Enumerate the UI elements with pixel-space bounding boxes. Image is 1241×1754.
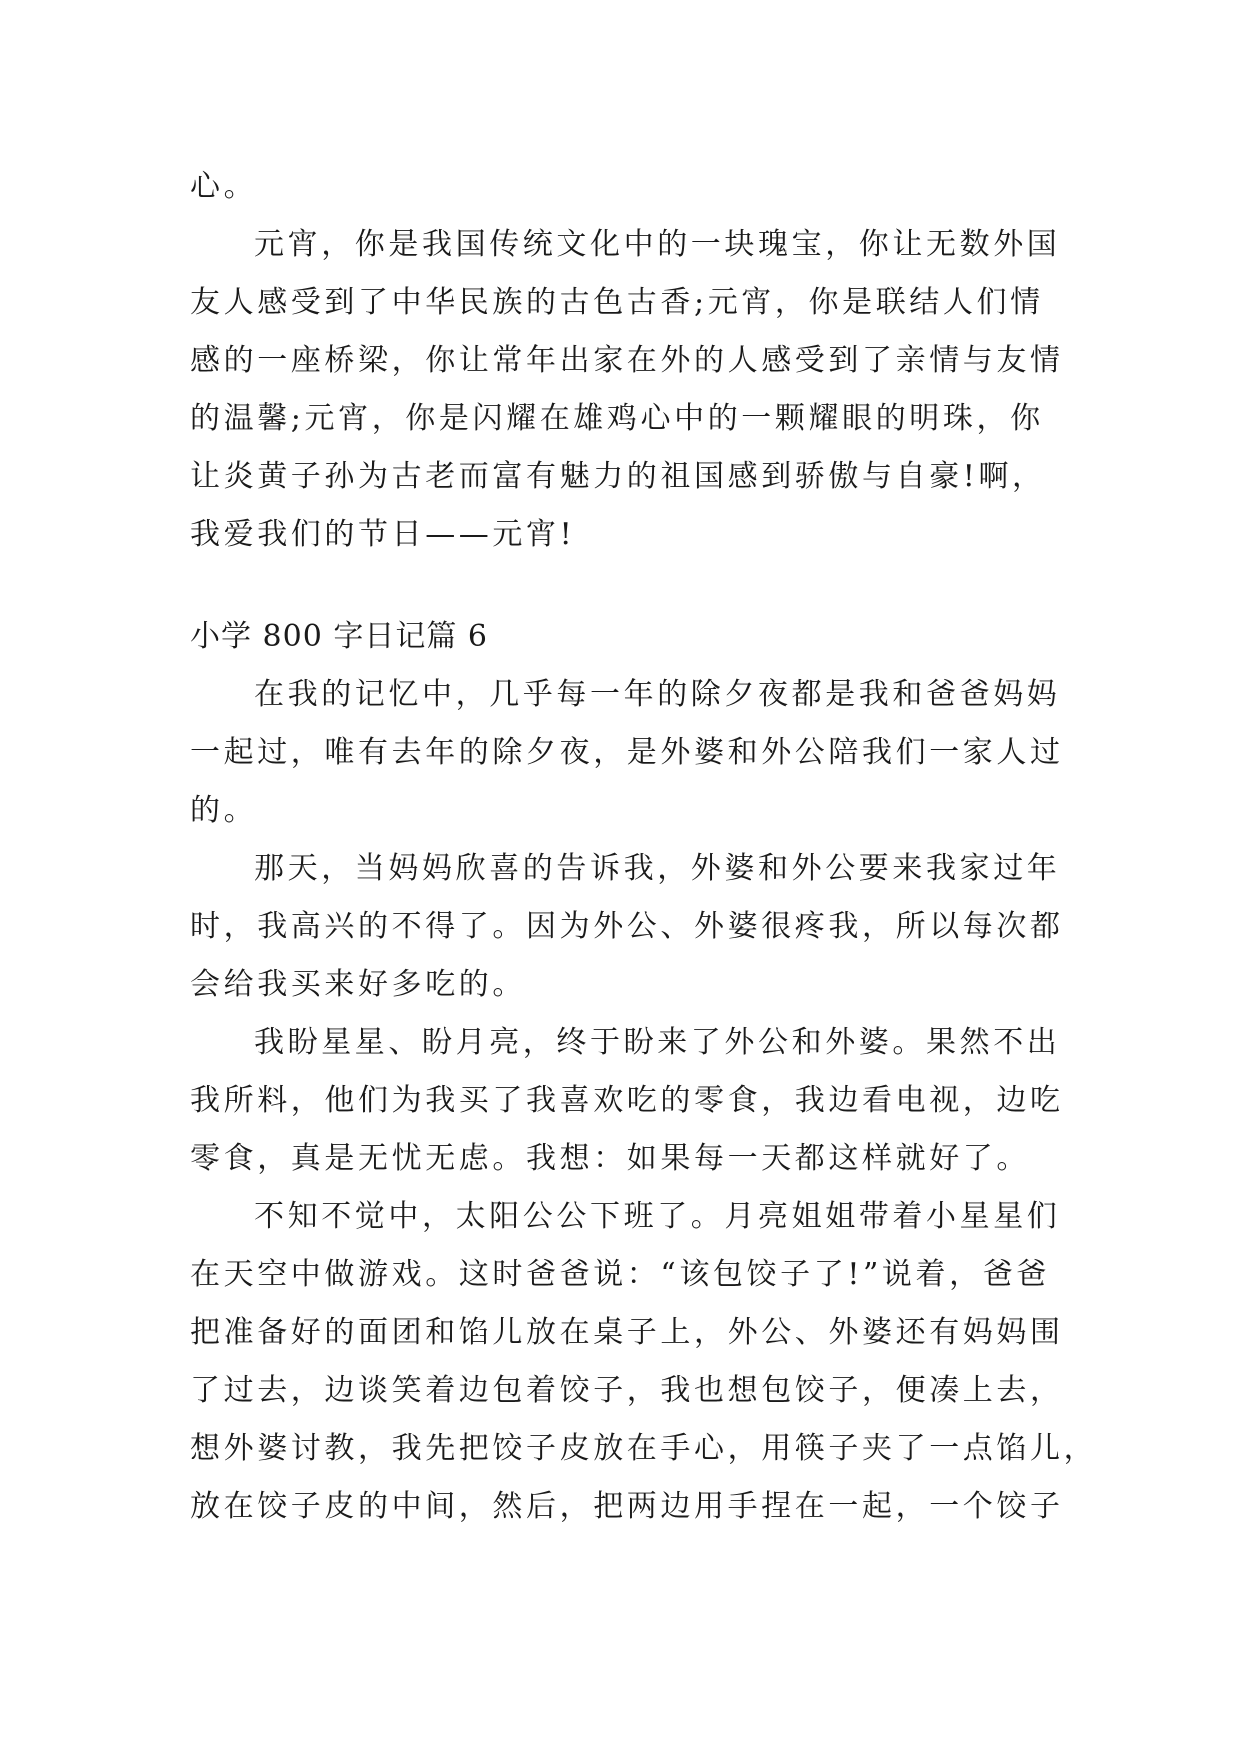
text-line: 的。 (190, 793, 258, 828)
text-line: 在我的记忆中，几乎每一年的除夕夜都是我和爸爸妈妈 (254, 677, 1061, 712)
text-line: 零食，真是无忧无虑。我想：如果每一天都这样就好了。 (190, 1141, 1030, 1176)
text-line: 会给我买来好多吃的。 (190, 967, 526, 1002)
paragraph-that-day (190, 840, 1064, 1014)
text-line: 我盼星星、盼月亮，终于盼来了外公和外婆。果然不出 (254, 1025, 1061, 1060)
section-title: 小学 800 字日记篇 6 (190, 619, 488, 654)
paragraph-dumplings (190, 1188, 1098, 1536)
text-line: 时，我高兴的不得了。因为外公、外婆很疼我，所以每次都 (190, 909, 1064, 944)
text-line: 我所料，他们为我买了我喜欢吃的零食，我边看电视，边吃 (190, 1083, 1064, 1118)
text-line: 让炎黄子孙为古老而富有魅力的祖国感到骄傲与自豪!啊， (190, 459, 1046, 494)
text-line: 友人感受到了中华民族的古色古香;元宵，你是联结人们情 (190, 285, 1044, 320)
text-line: 一起过，唯有去年的除夕夜，是外婆和外公陪我们一家人过 (190, 735, 1064, 770)
paragraph-continuation (190, 158, 1050, 216)
text-line: 感的一座桥梁，你让常年出家在外的人感受到了亲情与友情 (190, 343, 1064, 378)
text-line: 想外婆讨教，我先把饺子皮放在手心，用筷子夹了一点馅儿， (190, 1431, 1098, 1466)
document-body (190, 158, 1098, 1536)
text-line: 了过去，边谈笑着边包着饺子，我也想包饺子，便凑上去， (190, 1373, 1064, 1408)
text-line: 的温馨;元宵，你是闪耀在雄鸡心中的一颗耀眼的明珠，你 (190, 401, 1044, 436)
text-line: 元宵，你是我国传统文化中的一块瑰宝，你让无数外国 (254, 227, 1061, 262)
paragraph-memory (190, 666, 1064, 840)
paragraph-waiting (190, 1014, 1064, 1188)
text-line: 放在饺子皮的中间，然后，把两边用手捏在一起，一个饺子 (190, 1489, 1064, 1524)
text-line: 不知不觉中，太阳公公下班了。月亮姐姐带着小星星们 (254, 1199, 1061, 1234)
text-line: 我爱我们的节日——元宵! (190, 517, 576, 552)
text-line: 在天空中做游戏。这时爸爸说：“该包饺子了!”说着，爸爸 (190, 1257, 1050, 1292)
text-line: 心。 (190, 169, 258, 204)
paragraph-yuanxiao (190, 216, 1064, 564)
text-line: 把准备好的面团和馅儿放在桌子上，外公、外婆还有妈妈围 (190, 1315, 1064, 1350)
text-line: 那天，当妈妈欣喜的告诉我，外婆和外公要来我家过年 (254, 851, 1061, 886)
